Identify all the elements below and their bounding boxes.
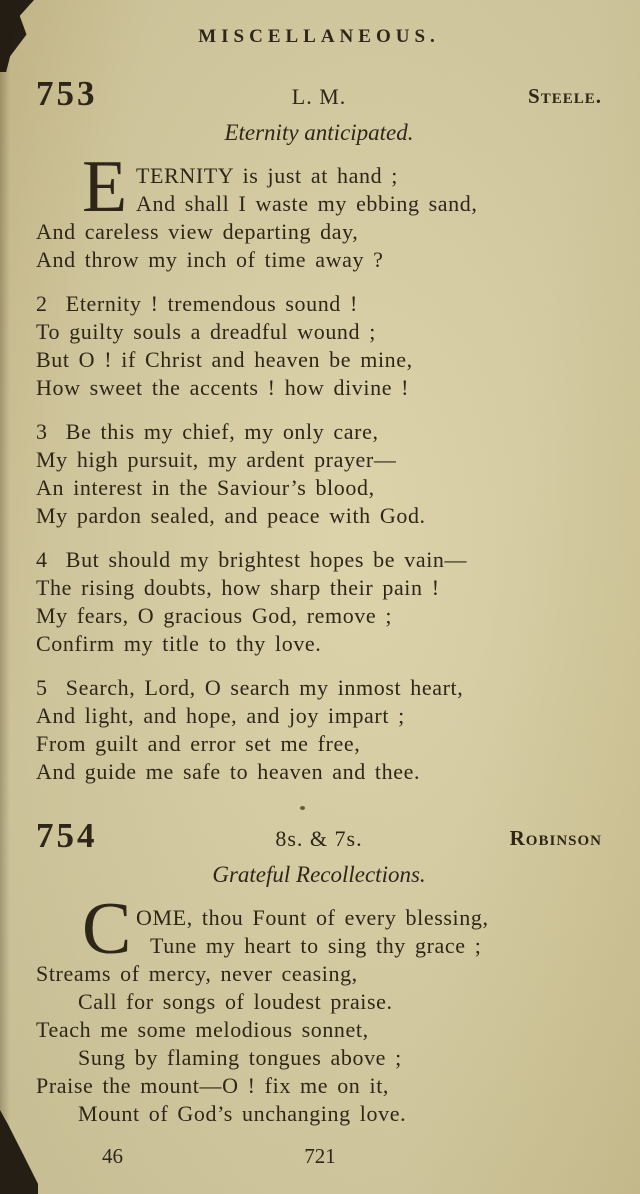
verse-1	[36, 146, 602, 274]
hymn-meter: 8s. & 7s.	[275, 826, 363, 851]
verse-line: And guide me safe to heaven and thee.	[36, 759, 421, 784]
verse-2	[36, 290, 602, 402]
verse-line: 4 But should my brightest hopes be vain—	[36, 547, 468, 572]
hymn-meter: L. M.	[291, 84, 347, 109]
verse-line: And throw my inch of time away ?	[36, 247, 384, 272]
ink-speck	[300, 806, 305, 810]
verse-line: But O ! if Christ and heaven be mine,	[36, 347, 413, 372]
verse-line: To guilty souls a dreadful wound ;	[36, 319, 376, 344]
verse-4	[36, 546, 602, 658]
page-header: MISCELLANEOUS.	[198, 26, 440, 47]
page-footer	[36, 1144, 604, 1172]
verse-line: My high pursuit, my ardent prayer—	[36, 447, 397, 472]
hymn-author: Steele.	[528, 84, 602, 108]
page-number: 721	[304, 1144, 336, 1168]
verse-line: Praise the mount—O ! fix me on it,	[36, 1073, 390, 1098]
page-edge-shadow	[0, 0, 10, 1194]
verse-line: And careless view departing day,	[36, 219, 359, 244]
verse-line: Streams of mercy, never ceasing,	[36, 961, 358, 986]
hymn-754	[36, 812, 602, 1128]
hymn-number: 753	[36, 74, 98, 113]
dropcap-initial: C	[82, 888, 132, 970]
hymn-754-header	[36, 812, 602, 856]
dropcap-initial: E	[82, 146, 128, 228]
verse-5	[36, 674, 602, 786]
hymn-author: Robinson	[509, 826, 602, 850]
verse-line: Confirm my title to thy love.	[36, 631, 322, 656]
hymn-number: 754	[36, 816, 98, 855]
verse-line: An interest in the Saviour’s blood,	[36, 475, 375, 500]
verse-line: And light, and hope, and joy impart ;	[36, 703, 405, 728]
verse-line: From guilt and error set me free,	[36, 731, 361, 756]
verse-line: Teach me some melodious sonnet,	[36, 1017, 369, 1042]
verse-line: Call for songs of loudest praise.	[78, 989, 393, 1014]
verse-line: Tune my heart to sing thy grace ;	[150, 933, 482, 958]
hymn-title: Eternity anticipated.	[224, 120, 414, 145]
hymn-753	[36, 70, 602, 786]
verse-line: My pardon sealed, and peace with God.	[36, 503, 426, 528]
verse-line: Sung by flaming tongues above ;	[78, 1045, 402, 1070]
verse-1	[36, 888, 602, 1128]
verse-line: Mount of God’s unchanging love.	[78, 1101, 407, 1126]
verse-line: How sweet the accents ! how divine !	[36, 375, 410, 400]
verse-3	[36, 418, 602, 530]
verse-line: TERNITY is just at hand ;	[136, 163, 398, 188]
verse-line: 3 Be this my chief, my only care,	[36, 419, 379, 444]
verse-line: My fears, O gracious God, remove ;	[36, 603, 393, 628]
verse-line: 5 Search, Lord, O search my inmost heart,	[36, 675, 464, 700]
verse-line: The rising doubts, how sharp their pain !	[36, 575, 440, 600]
verse-line: And shall I waste my ebbing sand,	[136, 191, 478, 216]
signature-number: 46	[102, 1144, 123, 1168]
verse-line: OME, thou Fount of every blessing,	[136, 905, 489, 930]
hymn-753-header	[36, 70, 602, 114]
hymn-title: Grateful Recollections.	[212, 862, 426, 887]
verse-line: 2 Eternity ! tremendous sound !	[36, 291, 358, 316]
